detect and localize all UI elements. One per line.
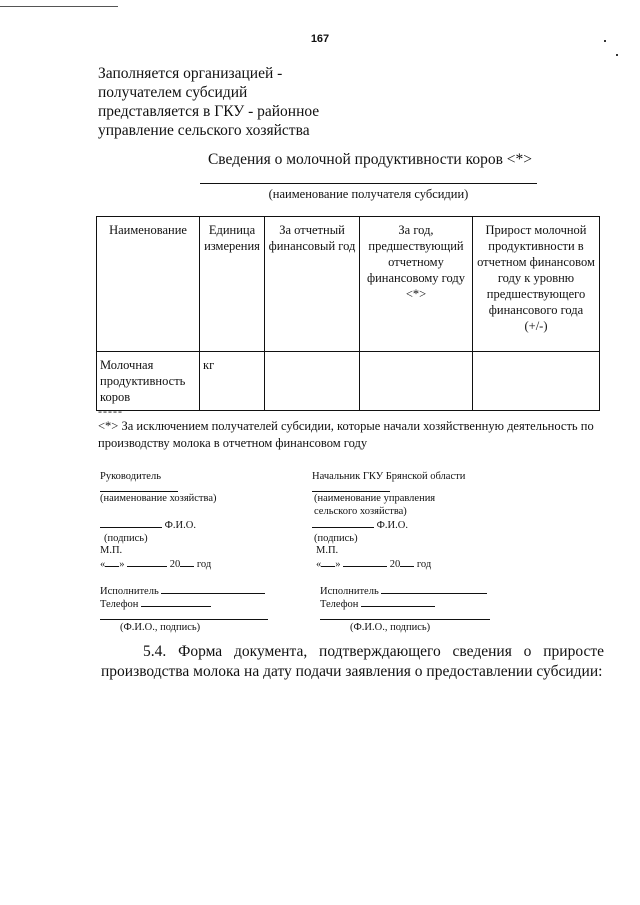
right-phone-row bbox=[320, 598, 435, 611]
right-performer-row bbox=[320, 585, 487, 598]
right-performer-label: Исполнитель bbox=[320, 586, 379, 597]
left-year-prefix: 20 bbox=[169, 559, 181, 570]
right-sign-caption: (подпись) bbox=[314, 533, 358, 544]
left-org-caption: (наименование хозяйства) bbox=[100, 493, 217, 504]
left-month-blank[interactable] bbox=[127, 566, 167, 567]
right-fio-label: Ф.И.О. bbox=[376, 520, 408, 531]
header-current-year: За отчетный финансовый год bbox=[265, 217, 360, 352]
table-header-row bbox=[97, 217, 600, 352]
right-month-blank[interactable] bbox=[343, 566, 387, 567]
right-day-blank[interactable] bbox=[321, 566, 335, 567]
cell-current-year[interactable] bbox=[265, 352, 360, 411]
right-phone-label: Телефон bbox=[320, 599, 359, 610]
header-growth: Прирост молочной продуктивности в отчетном финансовом году к уровню предшествующего финансового года (+/-) bbox=[473, 217, 600, 352]
note-line: Заполняется организацией - bbox=[98, 65, 283, 82]
left-fio-sign-line bbox=[100, 619, 268, 620]
left-performer-blank[interactable] bbox=[161, 593, 265, 594]
submission-note bbox=[98, 64, 398, 140]
right-sign-blank[interactable] bbox=[312, 527, 374, 528]
left-phone-row bbox=[100, 598, 211, 611]
left-mp: М.П. bbox=[100, 545, 123, 556]
left-year-blank[interactable] bbox=[180, 566, 194, 567]
left-day-blank[interactable] bbox=[105, 566, 119, 567]
left-date-row bbox=[100, 558, 211, 571]
left-performer-row bbox=[100, 585, 265, 598]
header-unit: Единица измерения bbox=[200, 217, 265, 352]
form-title: Сведения о молочной продуктивности коров <*> bbox=[207, 151, 533, 168]
cell-name: Молочная продуктивность коров bbox=[97, 352, 200, 411]
recipient-name-line bbox=[200, 183, 537, 184]
table-row bbox=[97, 352, 600, 411]
right-performer-blank[interactable] bbox=[381, 593, 487, 594]
right-fio-sign-caption: (Ф.И.О., подпись) bbox=[350, 622, 431, 633]
right-date-open: « bbox=[316, 559, 322, 570]
cell-unit: кг bbox=[200, 352, 265, 411]
right-date-mid: » bbox=[335, 559, 341, 570]
left-fio-label: Ф.И.О. bbox=[164, 520, 196, 531]
left-year-word: год bbox=[196, 559, 212, 570]
right-year-blank[interactable] bbox=[400, 566, 414, 567]
section-5-4 bbox=[101, 642, 604, 682]
left-fio-sign-caption: (Ф.И.О., подпись) bbox=[120, 622, 201, 633]
top-edge-line bbox=[0, 6, 118, 7]
page-number: 167 bbox=[310, 33, 330, 45]
left-sign-blank[interactable] bbox=[100, 527, 162, 528]
left-phone-blank[interactable] bbox=[141, 606, 211, 607]
note-line: получателем субсидий bbox=[98, 84, 248, 101]
productivity-table bbox=[96, 216, 600, 411]
left-fio-row bbox=[100, 519, 196, 532]
right-org-caption-2: сельского хозяйства) bbox=[314, 506, 407, 517]
left-sign-caption: (подпись) bbox=[104, 533, 148, 544]
cell-growth[interactable] bbox=[473, 352, 600, 411]
right-phone-blank[interactable] bbox=[361, 606, 435, 607]
left-date-mid: » bbox=[119, 559, 125, 570]
cell-previous-year[interactable] bbox=[360, 352, 473, 411]
section-line-2: производства молока на дату подачи заявления о предоставлении субсидии: bbox=[101, 663, 603, 680]
header-previous-year: За год, предшествующий отчетному финансовому году <*> bbox=[360, 217, 473, 352]
recipient-caption: (наименование получателя субсидии) bbox=[268, 187, 469, 201]
left-performer-label: Исполнитель bbox=[100, 586, 159, 597]
footnote-separator: ----- bbox=[98, 404, 123, 418]
left-date-open: « bbox=[100, 559, 106, 570]
scan-speck bbox=[616, 54, 618, 56]
right-org-caption-1: (наименование управления bbox=[314, 493, 436, 504]
right-year-word: год bbox=[416, 559, 432, 570]
right-mp: М.П. bbox=[316, 545, 339, 556]
left-phone-label: Телефон bbox=[100, 599, 139, 610]
note-line: представляется в ГКУ - районное bbox=[98, 103, 320, 120]
right-fio-row bbox=[312, 519, 408, 532]
right-heading: Начальник ГКУ Брянской области bbox=[312, 471, 466, 482]
left-heading: Руководитель bbox=[100, 471, 161, 482]
right-date-row bbox=[316, 558, 431, 571]
note-line: управление сельского хозяйства bbox=[98, 122, 310, 139]
header-name: Наименование bbox=[97, 217, 200, 352]
footnote: <*> За исключением получателей субсидии, которые начали хозяйственную деятельность по производству молока в отчетном финансовом году bbox=[98, 419, 594, 450]
right-fio-sign-line bbox=[320, 619, 490, 620]
right-year-prefix: 20 bbox=[389, 559, 401, 570]
section-line-1: 5.4. Форма документа, подтверждающего сведения о приросте bbox=[143, 643, 604, 660]
